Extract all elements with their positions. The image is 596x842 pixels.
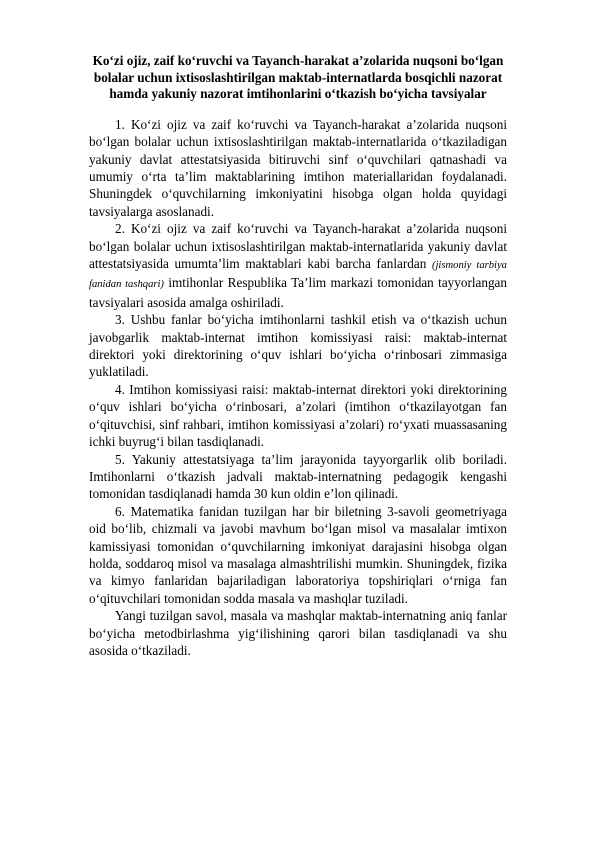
paragraph-2 bbox=[89, 220, 507, 311]
document-page bbox=[89, 53, 507, 659]
paragraph-1: 1. Ko‘zi ojiz va zaif ko‘ruvchi va Tayanch-harakat a’zolarida nuqsoni bo‘lgan bolalar uchun ixtisoslashtirilgan maktab-internatlarida o‘tkaziladigan yakuniy davlat attestatsiyasida bitiruvchi sinf o‘quvchilari qatnashadi va umumiy o‘rta ta’lim maktablarining imtihon materiallaridan foydalanadi. Shuningdek o‘quvchilarning imkoniyatini hisobga olgan holda quyidagi tavsiyalarga asoslanadi. bbox=[89, 116, 507, 219]
paragraph-2-italic-note: (jismoniy tarbiya fanidan tashqari) bbox=[89, 260, 507, 291]
document-title bbox=[89, 53, 507, 103]
title-line: Ko‘zi ojiz, zaif ko‘ruvchi va Tayanch-harakat a’zolarida nuqsoni bo‘lgan bbox=[92, 53, 504, 68]
paragraph-2-text-after: imtihonlar Respublika Ta’lim markazi tomonidan tayyorlangan tavsiyalari asosida amalga oshiriladi. bbox=[89, 275, 508, 310]
paragraph-4: 4. Imtihon komissiyasi raisi: maktab-internat direktori yoki direktorining o‘quv ishlari bo‘yicha o‘rinbosari, a’zolari (imtihon o‘tkazilayotgan fan o‘qituvchisi, sinf rahbari, imtihon komissiyasi a’zolari) ro‘yxati muassasaning ichki buyrug‘i bilan tasdiqlanadi. bbox=[89, 381, 507, 450]
paragraph-2-text-before: 2. Ko‘zi ojiz va zaif ko‘ruvchi va Tayanch-harakat a’zolarida nuqsoni bo‘lgan bolalar uchun ixtisoslashtirilgan maktab-internatlarida yakuniy davlat attestatsiyasida umumta’lim maktablari kabi barcha fanlardan bbox=[89, 221, 507, 272]
title-line: bolalar uchun ixtisoslashtirilgan maktab-internatlarda bosqichli nazorat bbox=[93, 69, 503, 85]
title-line: hamda yakuniy nazorat imtihonlarini o‘tkazish bo‘yicha tavsiyalar bbox=[109, 86, 487, 102]
paragraph-6: 6. Matematika fanidan tuzilgan har bir biletning 3-savoli geometriyaga oid bo‘lib, chizmali va javobi mavhum bo‘lgan misol va masalalar imtixon kamissiyasi tomonidan o‘quvchilarning imkoniyat darajasini hisobga olgan holda, soddaroq misol va masalaga almashtrilishi mumkin. Shuningdek, fizika va kimyo fanlaridan bajariladigan laboratoriya topshiriqlari o‘rniga fan o‘qituvchilari tomonidan sodda masala va mashqlar tuziladi. bbox=[89, 503, 507, 606]
paragraph-3: 3. Ushbu fanlar bo‘yicha imtihonlarni tashkil etish va o‘tkazish uchun javobgarlik maktab-internat imtihon komissiyasi raisi: maktab-internat direktori yoki direktorining o‘quv ishlari bo‘yicha o‘rinbosari zimmasiga yuklatiladi. bbox=[89, 312, 507, 380]
paragraph-5: 5. Yakuniy attestatsiyaga ta’lim jarayonida tayyorgarlik olib boriladi. Imtihonlarni o‘tkazish jadvali maktab-internatning pedagogik kengashi tomonidan tasdiqlanadi hamda 30 kun oldin e’lon qilinadi. bbox=[89, 451, 507, 502]
paragraph-7: Yangi tuzilgan savol, masala va mashqlar maktab-internatning aniq fanlar bo‘yicha metodbirlashma yig‘ilishining qarori bilan tasdiqlanadi va shu asosida o‘tkaziladi. bbox=[89, 608, 507, 658]
